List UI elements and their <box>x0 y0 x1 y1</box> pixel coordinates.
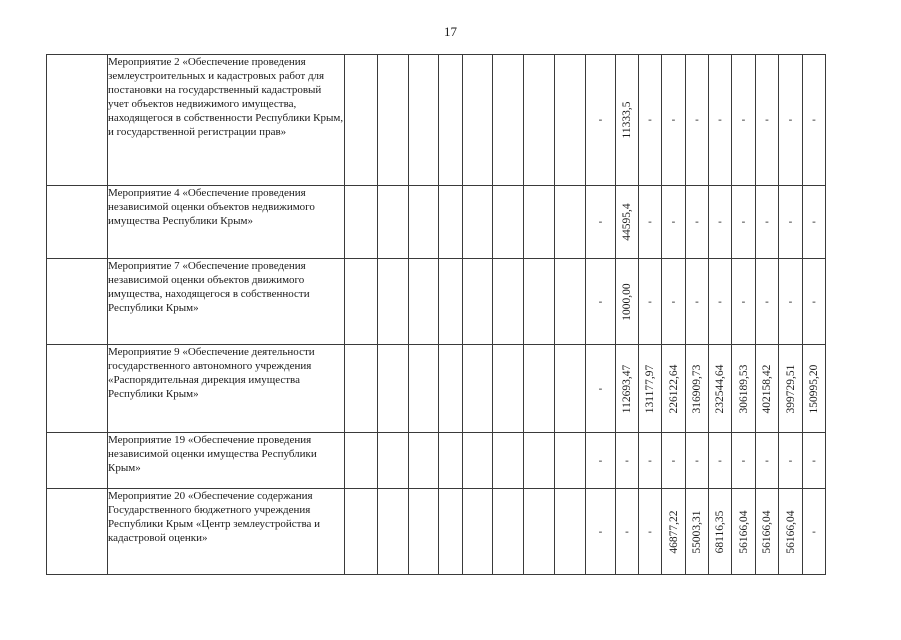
value-text: 55003,31 <box>691 509 703 554</box>
empty-value-dash: - <box>671 215 676 228</box>
empty-cell <box>524 345 555 433</box>
empty-value-dash: - <box>812 295 816 307</box>
event-name-cell <box>108 55 345 186</box>
value-text: 68116,35 <box>714 510 726 553</box>
value-cell <box>779 259 803 345</box>
empty-cell <box>409 55 439 186</box>
empty-value-dash: - <box>741 215 746 228</box>
empty-cell <box>378 489 409 575</box>
value-cell <box>616 186 639 259</box>
event-name: Мероприятие 2 «Обеспечение проведения землеустроительных и кадастровых работ для постановки на государственный кадастровый учет объектов недвижимого имущества, находящегося в собственности Республики Крым, и государственной регистрации прав» <box>108 56 344 138</box>
value-cell <box>709 489 732 575</box>
empty-cell <box>463 259 493 345</box>
value-cell <box>779 433 803 489</box>
empty-cell <box>555 345 586 433</box>
value-cell <box>586 259 616 345</box>
value-cell <box>686 433 709 489</box>
empty-cell <box>378 433 409 489</box>
value-cell <box>709 433 732 489</box>
empty-cell <box>378 55 409 186</box>
empty-value-dash: - <box>648 113 652 126</box>
value-cell <box>709 55 732 186</box>
value-cell <box>639 433 662 489</box>
empty-value-dash: - <box>671 295 676 307</box>
value-cell <box>662 345 686 433</box>
empty-cell <box>345 489 378 575</box>
empty-value-dash: - <box>648 295 652 307</box>
event-name: Мероприятие 4 «Обеспечение проведения независимой оценки объектов недвижимого имущества Республики Крым» <box>108 187 315 227</box>
empty-cell <box>345 55 378 186</box>
value-text: 56166,04 <box>737 509 750 554</box>
empty-cell <box>378 186 409 259</box>
empty-value-dash: - <box>625 454 629 466</box>
value-cell <box>616 433 639 489</box>
empty-cell <box>555 433 586 489</box>
empty-value-dash: - <box>718 295 722 307</box>
value-cell <box>586 55 616 186</box>
number-cell <box>47 345 108 433</box>
empty-value-dash: - <box>598 215 603 228</box>
empty-cell <box>493 345 524 433</box>
value-cell <box>756 345 779 433</box>
value-cell <box>639 55 662 186</box>
value-text: 56166,04 <box>784 509 797 554</box>
number-cell <box>47 186 108 259</box>
empty-cell <box>439 55 463 186</box>
value-cell <box>616 55 639 186</box>
empty-value-dash: - <box>765 215 769 228</box>
value-cell <box>803 433 826 489</box>
empty-cell <box>493 433 524 489</box>
value-cell <box>732 345 756 433</box>
empty-cell <box>345 259 378 345</box>
value-cell <box>756 186 779 259</box>
empty-value-dash: - <box>695 454 699 466</box>
value-cell <box>779 55 803 186</box>
event-name: Мероприятие 7 «Обеспечение проведения независимой оценки объектов движимого имущества, находящегося в собственности Республики Крым» <box>108 260 310 314</box>
value-cell <box>709 345 732 433</box>
empty-cell <box>439 433 463 489</box>
value-cell <box>779 489 803 575</box>
value-cell <box>662 489 686 575</box>
table-row <box>47 259 826 345</box>
value-text: 112693,47 <box>621 364 633 413</box>
value-cell <box>616 345 639 433</box>
value-cell <box>732 433 756 489</box>
number-cell <box>47 433 108 489</box>
value-cell <box>639 186 662 259</box>
empty-value-dash: - <box>788 215 793 228</box>
empty-value-dash: - <box>765 454 769 466</box>
empty-value-dash: - <box>741 454 746 466</box>
value-cell <box>686 55 709 186</box>
event-name-cell <box>108 186 345 259</box>
number-cell <box>47 489 108 575</box>
value-cell <box>803 55 826 186</box>
empty-value-dash: - <box>598 525 603 537</box>
value-cell <box>803 186 826 259</box>
value-text: 131177,97 <box>644 364 656 413</box>
value-cell <box>756 259 779 345</box>
event-name-cell <box>108 345 345 433</box>
value-cell <box>662 433 686 489</box>
empty-value-dash: - <box>765 295 769 307</box>
empty-cell <box>409 489 439 575</box>
value-text: 402158,42 <box>761 364 773 413</box>
value-text: 44595,4 <box>621 203 633 241</box>
empty-cell <box>555 259 586 345</box>
empty-cell <box>493 186 524 259</box>
empty-value-dash: - <box>695 295 699 307</box>
event-name: Мероприятие 19 «Обеспечение проведения независимой оценки имущества Республики Крым» <box>108 434 317 474</box>
value-cell <box>732 259 756 345</box>
event-name-cell <box>108 433 345 489</box>
empty-cell <box>463 489 493 575</box>
value-cell <box>616 259 639 345</box>
value-cell <box>586 433 616 489</box>
empty-value-dash: - <box>765 113 769 126</box>
empty-cell <box>463 55 493 186</box>
value-cell <box>803 345 826 433</box>
empty-value-dash: - <box>695 113 699 126</box>
empty-cell <box>524 186 555 259</box>
value-cell <box>803 259 826 345</box>
empty-cell <box>524 489 555 575</box>
value-text: 56166,04 <box>761 509 773 554</box>
empty-cell <box>439 259 463 345</box>
value-cell <box>662 55 686 186</box>
value-cell <box>779 186 803 259</box>
table-row <box>47 186 826 259</box>
table-row <box>47 345 826 433</box>
empty-value-dash: - <box>625 525 629 537</box>
empty-cell <box>463 433 493 489</box>
empty-cell <box>409 433 439 489</box>
empty-value-dash: - <box>671 113 676 126</box>
empty-cell <box>555 55 586 186</box>
empty-cell <box>439 489 463 575</box>
empty-value-dash: - <box>812 454 816 466</box>
empty-cell <box>463 186 493 259</box>
empty-cell <box>439 186 463 259</box>
empty-cell <box>524 259 555 345</box>
empty-value-dash: - <box>598 295 603 307</box>
value-cell <box>686 186 709 259</box>
value-cell <box>709 259 732 345</box>
empty-value-dash: - <box>718 454 722 466</box>
value-cell <box>616 489 639 575</box>
empty-value-dash: - <box>598 454 603 466</box>
empty-value-dash: - <box>788 295 793 307</box>
empty-cell <box>493 55 524 186</box>
empty-cell <box>524 55 555 186</box>
value-cell <box>662 186 686 259</box>
empty-value-dash: - <box>671 454 676 466</box>
empty-cell <box>463 345 493 433</box>
empty-cell <box>345 433 378 489</box>
event-name: Мероприятие 9 «Обеспечение деятельности государственного автономного учреждения «Распорядительная дирекция имущества Республики Крым» <box>108 346 315 400</box>
table-row <box>47 489 826 575</box>
value-cell <box>686 259 709 345</box>
value-text: 1000,00 <box>621 282 633 321</box>
empty-value-dash: - <box>648 454 652 466</box>
program-table <box>46 54 826 575</box>
empty-cell <box>409 345 439 433</box>
empty-value-dash: - <box>648 525 652 537</box>
empty-value-dash: - <box>741 295 746 307</box>
empty-value-dash: - <box>788 454 793 466</box>
value-cell <box>639 489 662 575</box>
value-cell <box>756 433 779 489</box>
value-cell <box>586 186 616 259</box>
empty-cell <box>524 433 555 489</box>
page-number: 17 <box>444 24 457 39</box>
value-text: 46877,22 <box>667 509 680 554</box>
empty-cell <box>409 186 439 259</box>
empty-value-dash: - <box>812 215 816 228</box>
empty-cell <box>378 259 409 345</box>
empty-value-dash: - <box>812 113 816 126</box>
value-cell <box>779 345 803 433</box>
value-cell <box>639 345 662 433</box>
value-cell <box>709 186 732 259</box>
empty-value-dash: - <box>741 113 746 126</box>
empty-value-dash: - <box>788 113 793 126</box>
empty-value-dash: - <box>648 215 652 228</box>
value-cell <box>756 489 779 575</box>
number-cell <box>47 55 108 186</box>
empty-value-dash: - <box>812 525 816 537</box>
value-cell <box>686 345 709 433</box>
value-cell <box>756 55 779 186</box>
event-name-cell <box>108 489 345 575</box>
value-text: 306189,53 <box>737 364 750 413</box>
value-cell <box>586 489 616 575</box>
empty-value-dash: - <box>695 215 699 228</box>
table-row <box>47 433 826 489</box>
empty-cell <box>345 186 378 259</box>
number-cell <box>47 259 108 345</box>
value-cell <box>732 489 756 575</box>
value-text: 316909,73 <box>691 364 703 413</box>
value-text: 150995,20 <box>808 364 820 413</box>
empty-cell <box>493 259 524 345</box>
empty-cell <box>555 186 586 259</box>
value-cell <box>803 489 826 575</box>
value-cell <box>732 55 756 186</box>
value-text: 232544,64 <box>714 364 726 413</box>
value-text: 399729,51 <box>784 364 797 413</box>
empty-cell <box>409 259 439 345</box>
value-cell <box>662 259 686 345</box>
table-row <box>47 55 826 186</box>
empty-value-dash: - <box>598 382 603 394</box>
empty-cell <box>493 489 524 575</box>
event-name-cell <box>108 259 345 345</box>
value-cell <box>732 186 756 259</box>
value-text: 226122,64 <box>667 364 680 413</box>
empty-value-dash: - <box>718 215 722 228</box>
value-cell <box>586 345 616 433</box>
value-cell <box>639 259 662 345</box>
empty-value-dash: - <box>598 113 603 126</box>
empty-cell <box>345 345 378 433</box>
event-name: Мероприятие 20 «Обеспечение содержания Государственного бюджетного учреждения Республики Крым «Центр землеустройства и кадастровой оценки» <box>108 490 321 544</box>
empty-cell <box>378 345 409 433</box>
empty-cell <box>555 489 586 575</box>
value-text: 11333,5 <box>621 101 633 139</box>
empty-cell <box>439 345 463 433</box>
empty-value-dash: - <box>718 113 722 126</box>
value-cell <box>686 489 709 575</box>
